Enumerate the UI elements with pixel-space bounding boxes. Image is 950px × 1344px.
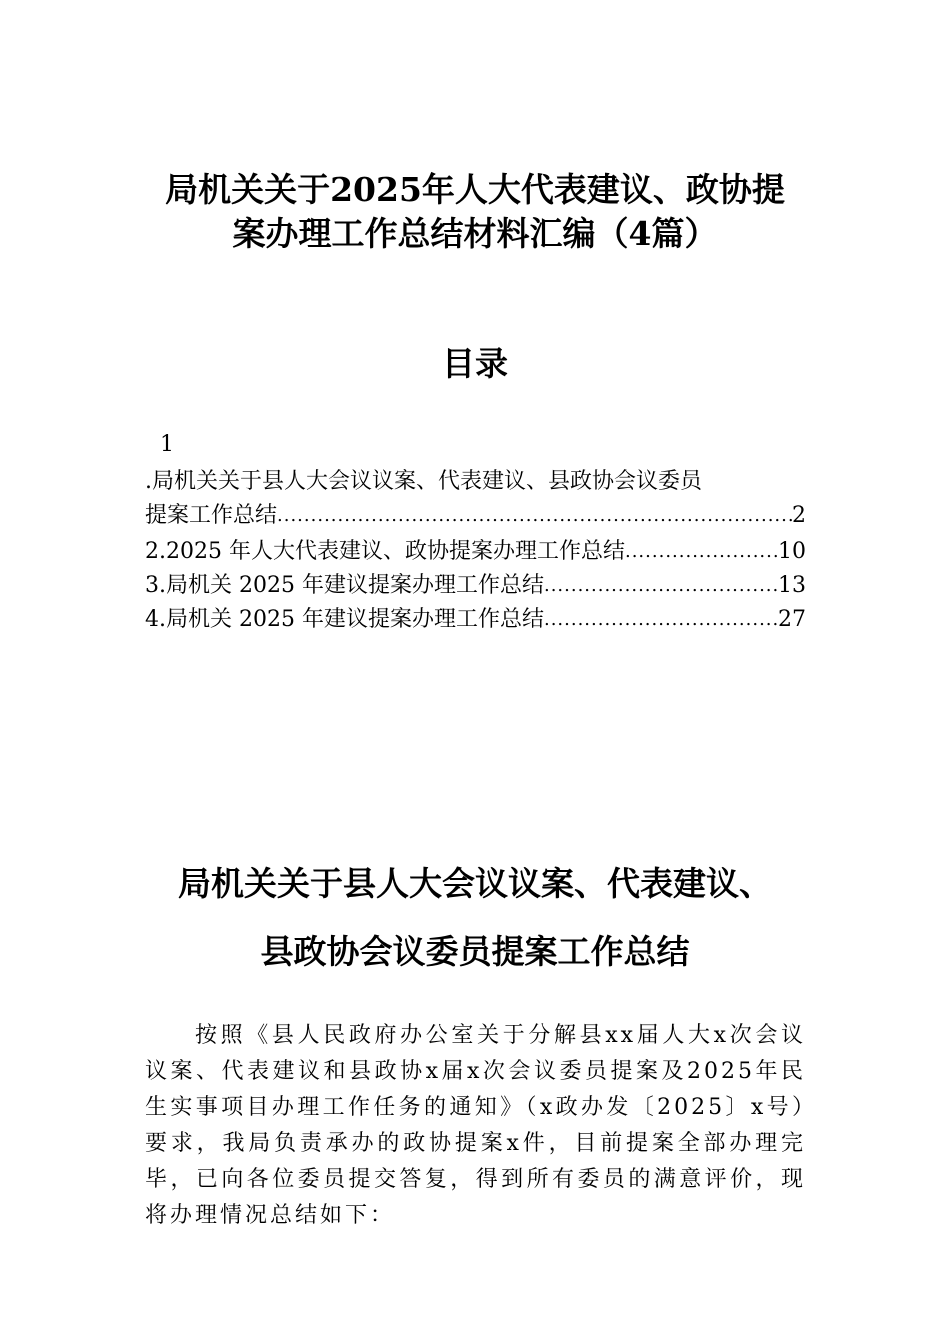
article-paragraph: 按照《县人民政府办公室关于分解县xx届人大x次会议议案、代表建议和县政协x届x次会议委员提案及2025年民生实事项目办理工作任务的通知》（x政办发〔2025〕x号）要求，我局负责承办的政协提案x件，目前提案全部办理完毕，已向各位委员提交答复，得到所有委员的满意评价，现将办理情况总结如下：	[145, 1023, 806, 1228]
toc-entry-4-page: 27	[778, 607, 806, 632]
document-title-line-1: 局机关关于2025年人大代表建议、政协提	[165, 170, 785, 209]
toc-leader-dots	[277, 500, 792, 532]
article-title-line-1: 局机关关于县人大会议议案、代表建议、	[178, 864, 772, 903]
toc-leader-dots	[544, 604, 778, 636]
toc-entry-4-text: 4.局机关 2025 年建议提案办理工作总结	[145, 607, 544, 632]
toc-entry-3-page: 13	[778, 573, 806, 598]
toc-entry-1-text-line-1: .局机关关于县人大会议议案、代表建议、县政协会议委员	[145, 469, 702, 494]
article-title-line-2: 县政协会议委员提案工作总结	[260, 932, 690, 971]
toc-entry-1-line-2[interactable]	[145, 500, 806, 532]
toc-leader-dots	[544, 570, 778, 602]
toc-entry-1-page: 2	[792, 503, 806, 528]
toc-entry-3-text: 3.局机关 2025 年建议提案办理工作总结	[145, 573, 544, 598]
toc-entry-1-number: 1	[160, 432, 174, 457]
toc-entry-3[interactable]	[145, 570, 806, 602]
toc-entry-2-page: 10	[778, 539, 806, 564]
toc-entry-4[interactable]	[145, 604, 806, 636]
toc-entry-2[interactable]	[145, 536, 806, 568]
toc-entry-1-text-line-2: 提案工作总结	[145, 503, 278, 528]
document-title-line-2: 案办理工作总结材料汇编（4篇）	[232, 214, 718, 253]
toc-heading: 目录	[442, 344, 508, 383]
toc-entry-1-line-1[interactable]	[145, 466, 806, 498]
toc-entry-2-text: 2.2025 年人大代表建议、政协提案办理工作总结	[145, 539, 625, 564]
toc-leader-dots	[625, 536, 778, 568]
